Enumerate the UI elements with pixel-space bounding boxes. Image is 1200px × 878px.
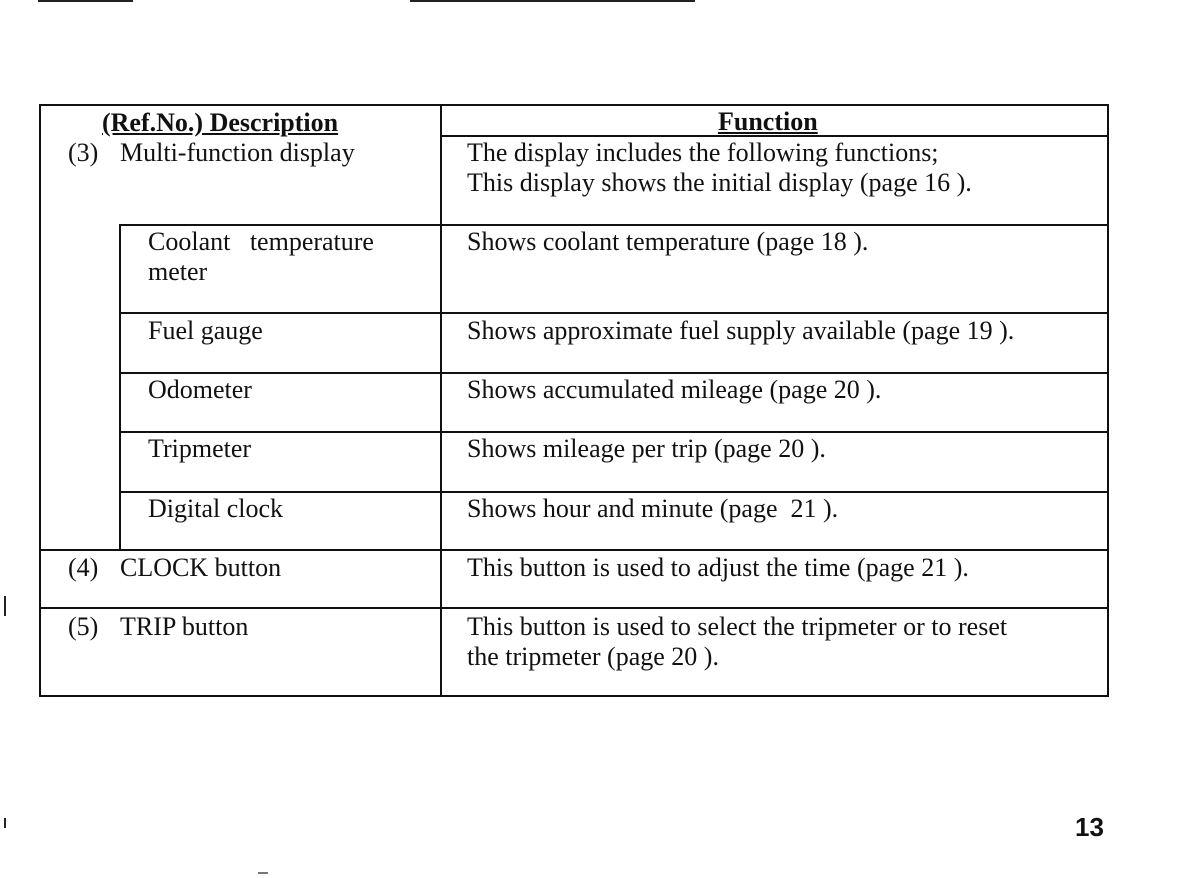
row-description-fuel-gauge: Fuel gauge	[148, 316, 263, 345]
row-description-digital-clock: Digital clock	[148, 494, 284, 523]
row-function-clock-button: This button is used to adjust the time (page 21 ).	[467, 553, 969, 582]
row-function-line-2: This display shows the initial display (page 16 ).	[467, 168, 972, 197]
scan-mark-bottom	[258, 872, 268, 874]
page-number: 13	[1075, 812, 1104, 842]
row-description-coolant-line-2: meter	[148, 257, 208, 286]
function-header: Function	[718, 107, 818, 136]
row-description-multi-function-display: Multi-function display	[120, 138, 355, 167]
row-divider-coolant	[120, 312, 1109, 314]
row-function-trip-button-line-1: This button is used to select the tripmeter or to reset	[467, 612, 1008, 641]
function-table	[39, 104, 1109, 697]
row-ref-3: (3)	[68, 138, 99, 167]
row-function-trip-button-line-2: the tripmeter (page 20 ).	[467, 642, 719, 671]
row-description-clock-button: CLOCK button	[120, 553, 282, 582]
row-ref-4: (4)	[68, 553, 99, 582]
row-description-odometer: Odometer	[148, 375, 252, 404]
row-divider-clock-display	[41, 549, 1109, 551]
row-function-odometer: Shows accumulated mileage (page 20 ).	[467, 375, 882, 404]
row-function-line-1: The display includes the following functions;	[467, 138, 939, 167]
row-description-tripmeter: Tripmeter	[148, 434, 252, 463]
row-divider-3	[120, 224, 1109, 226]
scan-mark-top-center	[410, 0, 695, 2]
row-description-trip-button: TRIP button	[120, 612, 249, 641]
row-function-tripmeter: Shows mileage per trip (page 20 ).	[467, 434, 826, 463]
scan-mark-left-middle	[4, 596, 6, 616]
row-divider-clock-button	[41, 607, 1109, 609]
scan-mark-top-left	[38, 0, 133, 2]
row-divider-odometer	[120, 431, 1109, 433]
row-function-fuel-gauge: Shows approximate fuel supply available (page 19 ).	[467, 316, 1015, 345]
row-function-coolant: Shows coolant temperature (page 18 ).	[467, 227, 869, 256]
description-header: (Ref.No.) Description	[102, 108, 339, 137]
row-ref-5: (5)	[68, 612, 99, 641]
table-divider-subitems	[119, 224, 121, 550]
row-divider-tripmeter	[120, 491, 1109, 493]
row-divider-fuel	[120, 372, 1109, 374]
row-description-coolant-line-1: Coolant temperature	[148, 227, 374, 256]
row-function-digital-clock: Shows hour and minute (page 21 ).	[467, 494, 839, 523]
scan-mark-left-bottom	[4, 818, 6, 828]
